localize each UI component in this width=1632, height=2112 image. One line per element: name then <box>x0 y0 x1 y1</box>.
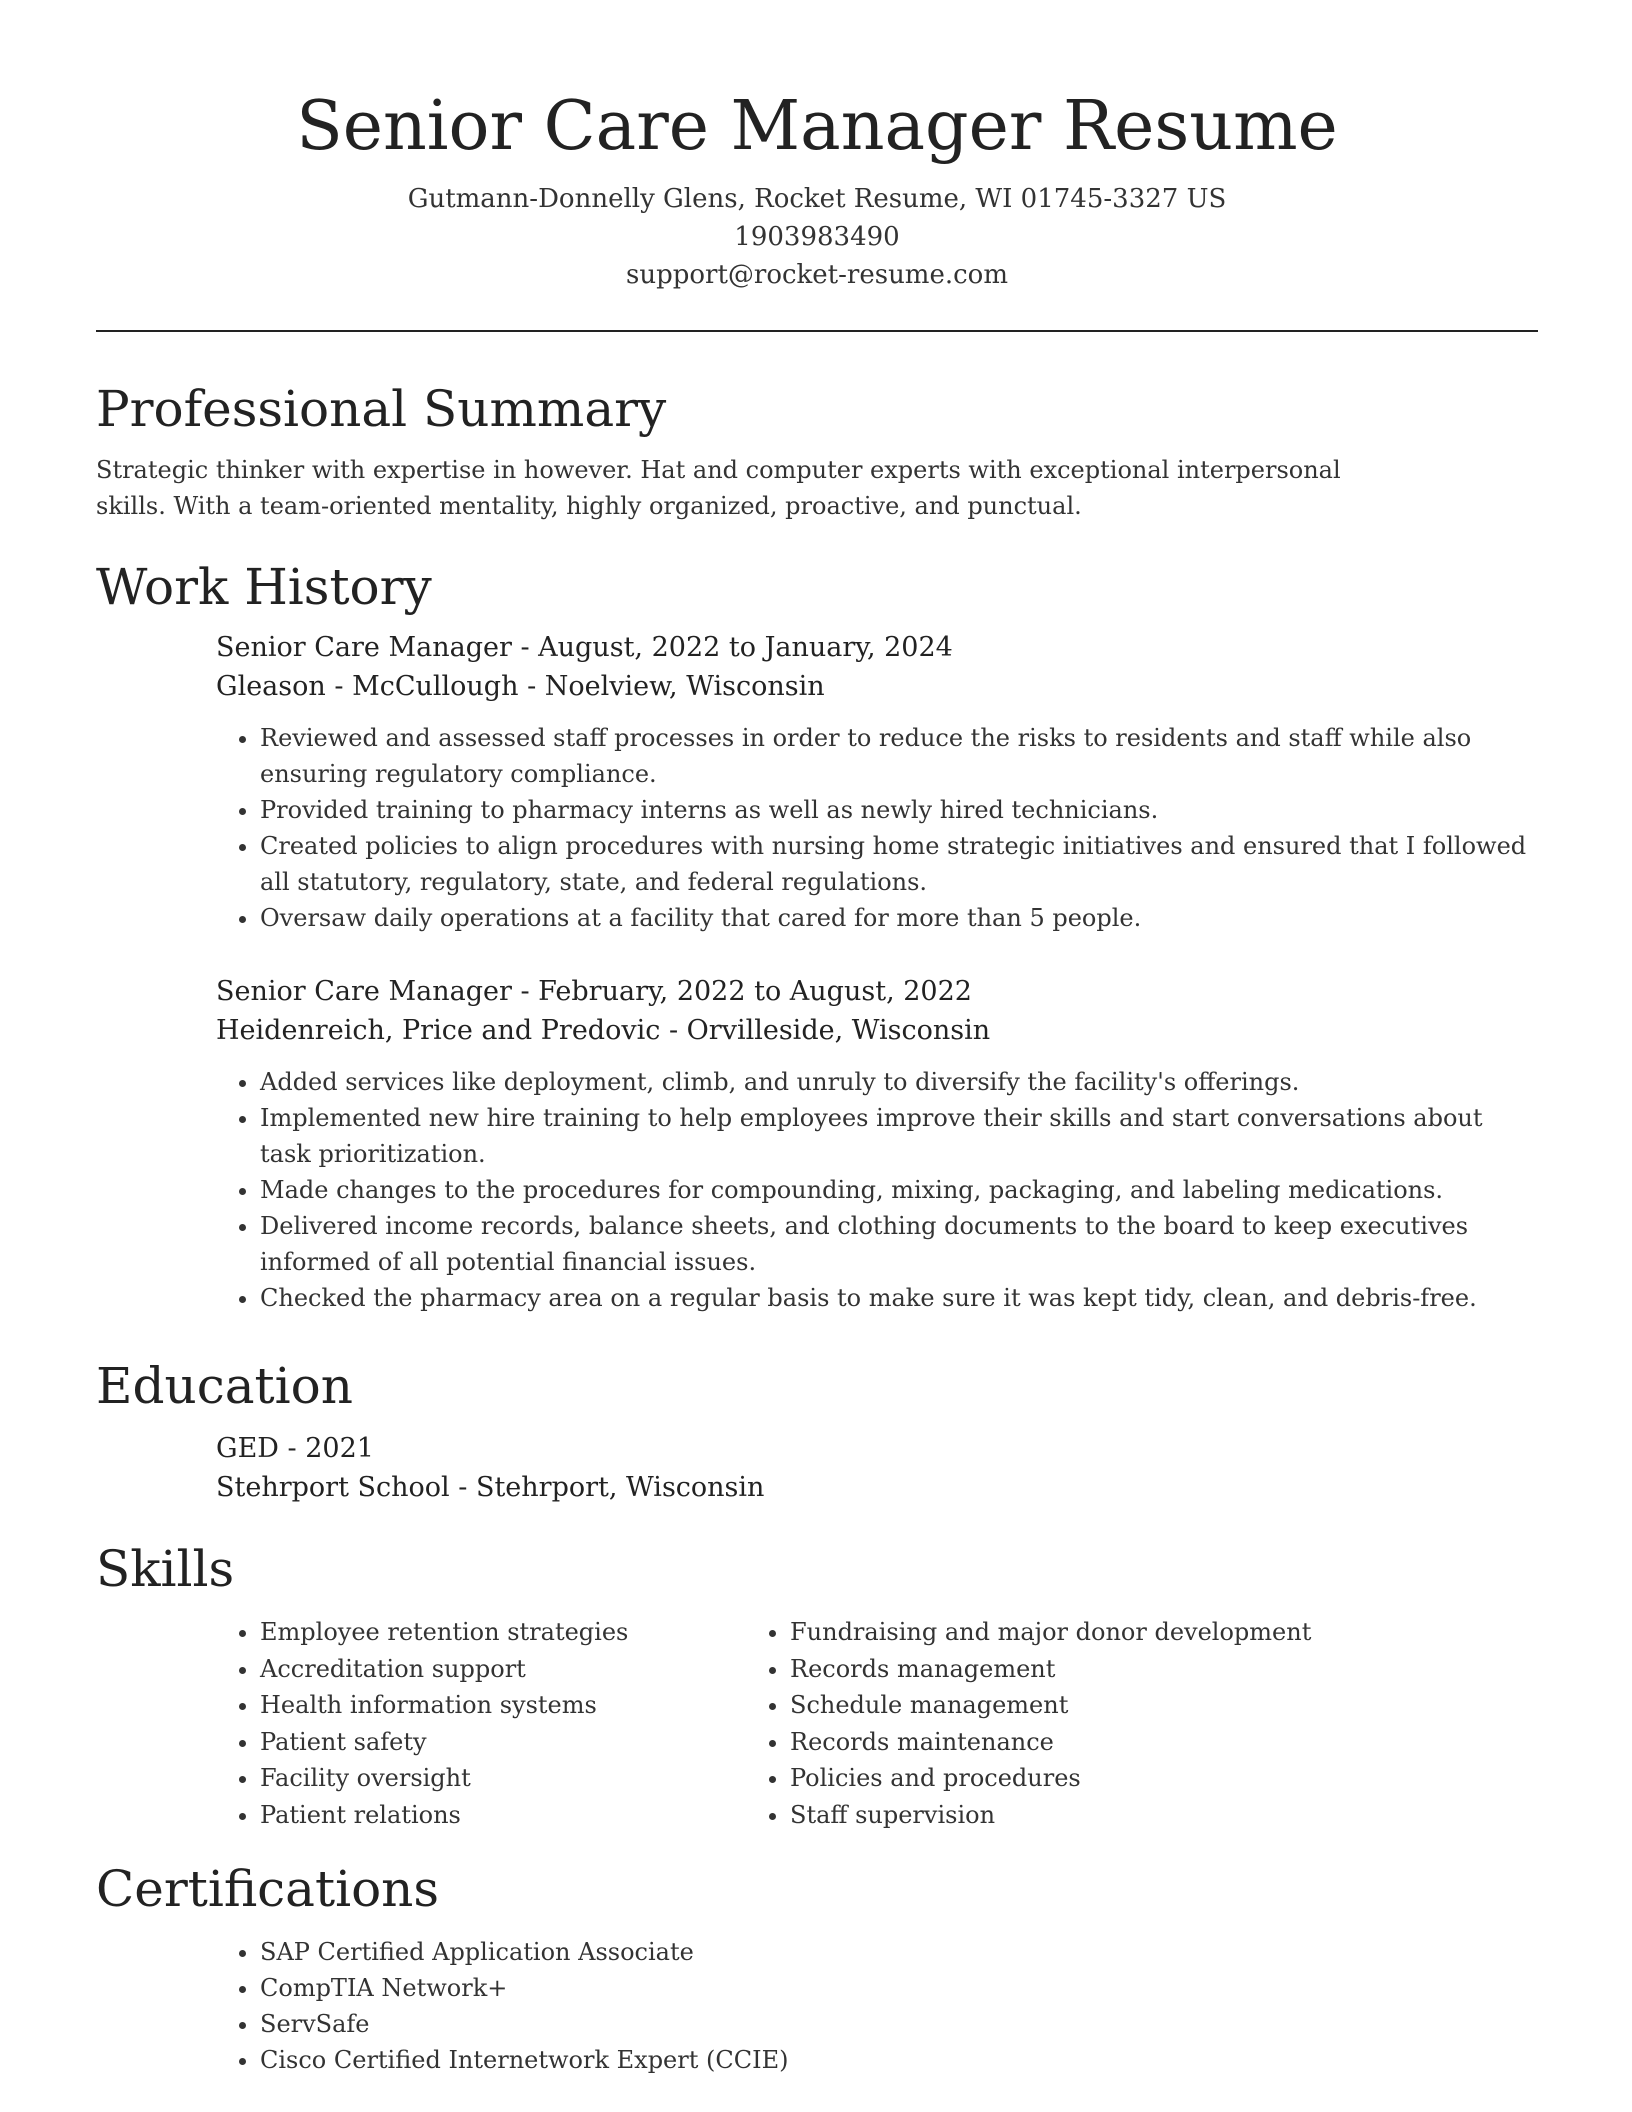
job-company: Heidenreich, Price and Predovic <box>216 1015 661 1046</box>
job-title-line <box>216 972 1538 1011</box>
education-entry <box>216 1429 1538 1507</box>
certifications-heading: Certifications <box>96 1860 440 1918</box>
job-bullet: • Oversaw daily operations at a facility that cared for more than 5 people. <box>260 900 1538 936</box>
summary-text: Strategic thinker with expertise in however. Hat and computer experts with exceptional interpersonal skills. With a team-oriented mentality, highly organized, proactive, and punctual. <box>96 456 1341 520</box>
work-history-section <box>96 556 1538 1316</box>
job-bullet: • Made changes to the procedures for compounding, mixing, packaging, and labeling medications. <box>260 1172 1538 1208</box>
skill-item: • Employee retention strategies <box>260 1614 746 1651</box>
skill-item: • Staff supervision <box>790 1797 1386 1834</box>
job-company: Gleason - McCullough <box>216 671 519 702</box>
job-company-line <box>216 667 1538 706</box>
resume-page <box>96 0 1538 2074</box>
skills-heading: Skills <box>96 1540 235 1598</box>
work-history-heading: Work History <box>96 558 432 616</box>
contact-email: support@rocket-resume.com <box>625 260 1008 290</box>
job-bullets <box>96 1064 1538 1316</box>
certification-item: • CompTIA Network+ <box>260 1970 1538 2006</box>
job-bullet: • Reviewed and assessed staff processes in order to reduce the risks to residents and staff while also ensuring regulatory compliance. <box>260 720 1538 792</box>
education-school: Stehrport School <box>216 1472 450 1503</box>
skill-item: • Health information systems <box>260 1687 746 1724</box>
skill-item: • Accreditation support <box>260 1651 746 1688</box>
summary-heading: Professional Summary <box>96 380 667 438</box>
job-list <box>216 628 1538 1316</box>
job-bullet: • Delivered income records, balance sheets, and clothing documents to the board to keep executives informed of all potential financial issues. <box>260 1208 1538 1280</box>
skill-item: • Records management <box>790 1651 1386 1688</box>
certification-item: • SAP Certified Application Associate <box>260 1934 1538 1970</box>
job-entry <box>216 628 1538 936</box>
skill-item: • Records maintenance <box>790 1724 1386 1761</box>
header-divider <box>96 330 1538 332</box>
job-dates: - February, 2022 to August, 2022 <box>511 976 972 1007</box>
job-bullet: • Implemented new hire training to help employees improve their skills and start conversations about task prioritization. <box>260 1100 1538 1172</box>
certification-item: • ServSafe <box>260 2006 1538 2042</box>
job-dates: - August, 2022 to January, 2024 <box>511 632 953 663</box>
job-title: Senior Care Manager <box>216 976 512 1007</box>
education-location: - Stehrport, Wisconsin <box>449 1472 765 1503</box>
contact-address: Gutmann-Donnelly Glens, Rocket Resume, WI 01745-3327 US <box>407 184 1227 214</box>
certification-item: • Cisco Certified Internetwork Expert (CCIE) <box>260 2042 1538 2078</box>
education-year: - 2021 <box>278 1433 374 1464</box>
skill-item: • Policies and procedures <box>790 1760 1386 1797</box>
skill-item: • Fundraising and major donor development <box>790 1614 1386 1651</box>
job-title: Senior Care Manager <box>216 632 512 663</box>
contact-block <box>96 180 1538 294</box>
education-school-line <box>216 1468 1538 1507</box>
skills-column-left <box>96 1614 746 1833</box>
skills-column-right <box>746 1614 1386 1833</box>
skill-item: • Schedule management <box>790 1687 1386 1724</box>
education-heading: Education <box>96 1357 353 1415</box>
summary-section <box>96 378 1538 524</box>
certifications-section <box>96 1858 1538 2078</box>
job-bullet: • Checked the pharmacy area on a regular basis to make sure it was kept tidy, clean, and debris-free. <box>260 1280 1538 1316</box>
skills-list-left <box>96 1614 746 1833</box>
skill-item: • Facility oversight <box>260 1760 746 1797</box>
job-company-line <box>216 1011 1538 1050</box>
certifications-list <box>96 1934 1538 2078</box>
job-bullets <box>96 720 1538 936</box>
education-section <box>96 1355 1538 1507</box>
contact-phone: 1903983490 <box>734 222 900 252</box>
education-degree: GED <box>216 1433 279 1464</box>
skill-item: • Patient safety <box>260 1724 746 1761</box>
skill-item: • Patient relations <box>260 1797 746 1834</box>
job-bullet: • Created policies to align procedures with nursing home strategic initiatives and ensured that I followed all statutory, regulatory, state, and federal regulations. <box>260 828 1538 900</box>
skills-section <box>96 1538 1538 1833</box>
job-entry <box>216 972 1538 1316</box>
job-bullet: • Provided training to pharmacy interns as well as newly hired technicians. <box>260 792 1538 828</box>
job-location: - Orvilleside, Wisconsin <box>660 1015 991 1046</box>
skills-grid <box>96 1614 1538 1833</box>
education-degree-line <box>216 1429 1538 1468</box>
skills-list-right <box>746 1614 1386 1833</box>
resume-title: Senior Care Manager Resume <box>296 87 1338 166</box>
job-title-line <box>216 628 1538 667</box>
job-bullet: • Added services like deployment, climb, and unruly to diversify the facility's offerings. <box>260 1064 1538 1100</box>
resume-header <box>96 0 1538 294</box>
job-location: - Noelview, Wisconsin <box>518 671 825 702</box>
